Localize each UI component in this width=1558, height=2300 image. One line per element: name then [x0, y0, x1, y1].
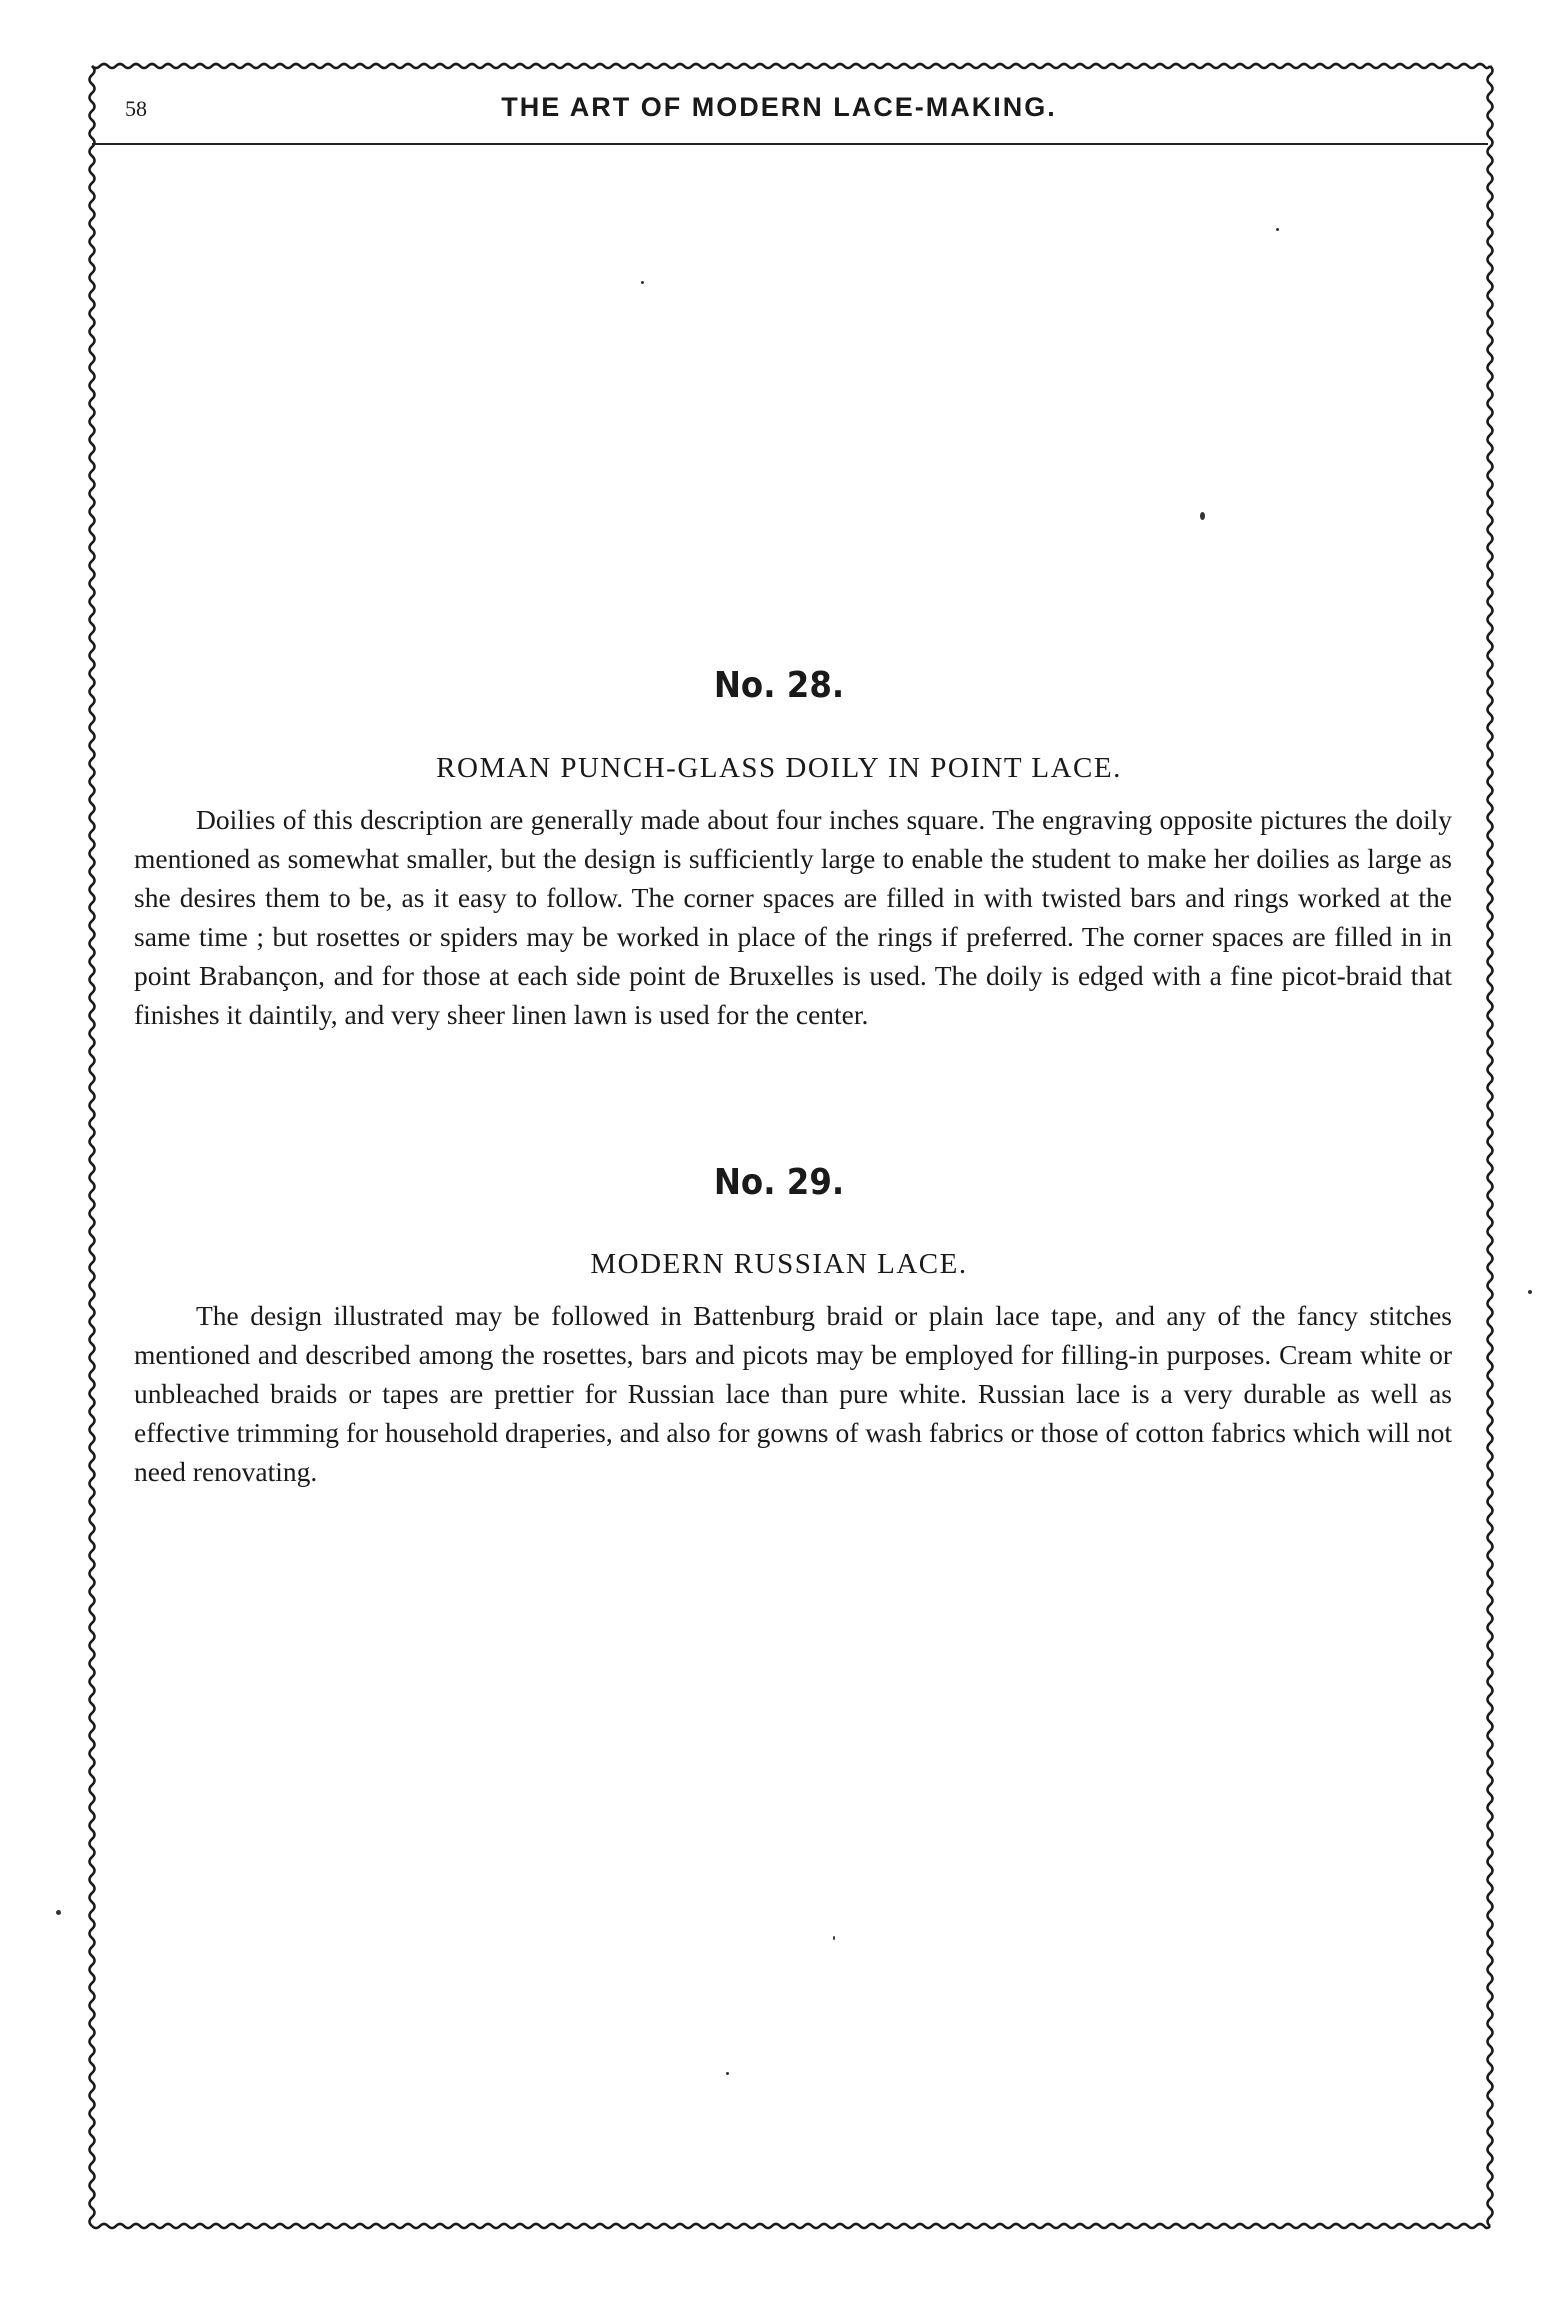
print-speck — [56, 1910, 61, 1915]
print-speck — [1276, 228, 1279, 231]
section-number-29: No. 29. — [713, 1162, 845, 1203]
print-speck — [1528, 1290, 1532, 1294]
section-body-29: The design illustrated may be followed in Battenburg braid or plain lace tape, and any of the fancy stitches mentioned and described among the rosettes, bars and picots may be employed for filling-in purposes. Cream white or unbleached braids or tapes are prettier for Russian lace than pure white. Russian lace is a very durable as well as effective trimming for household draperies, and also for gowns of wash fabrics or those of cotton fabrics which will not need renovating. — [134, 1300, 1452, 1487]
section-title-28: ROMAN PUNCH-GLASS DOILY IN POINT LACE. — [436, 752, 1122, 784]
section-number-28: No. 28. — [713, 665, 845, 706]
section-body-28: Doilies of this description are generally made about four inches square. The engraving opposite pictures the doily mentioned as somewhat smaller, but the design is sufficiently large to enable the student to make her doilies as large as she desires them to be, as it easy to follow. The corner spaces are filled in with twisted bars and rings worked at the same time ; but rosettes or spiders may be worked in place of the rings if preferred. The corner spaces are filled in in point Brabançon, and for those at each side point de Bruxelles is used. The doily is edged with a fine picot-braid that finishes it daintily, and very sheer linen lawn is used for the center. — [134, 804, 1452, 1030]
header-rule — [92, 143, 1488, 145]
section-title-29: MODERN RUSSIAN LACE. — [590, 1248, 968, 1280]
border-right — [1488, 66, 1493, 2226]
print-speck — [1200, 512, 1205, 520]
print-speck — [833, 1936, 835, 1940]
border-bottom — [92, 2224, 1490, 2228]
page-number: 58 — [125, 96, 147, 121]
running-title: THE ART OF MODERN LACE-MAKING. — [501, 92, 1057, 122]
print-speck — [641, 281, 644, 284]
print-speck — [726, 2072, 729, 2075]
border-top — [92, 64, 1490, 68]
border-left — [90, 66, 95, 2226]
